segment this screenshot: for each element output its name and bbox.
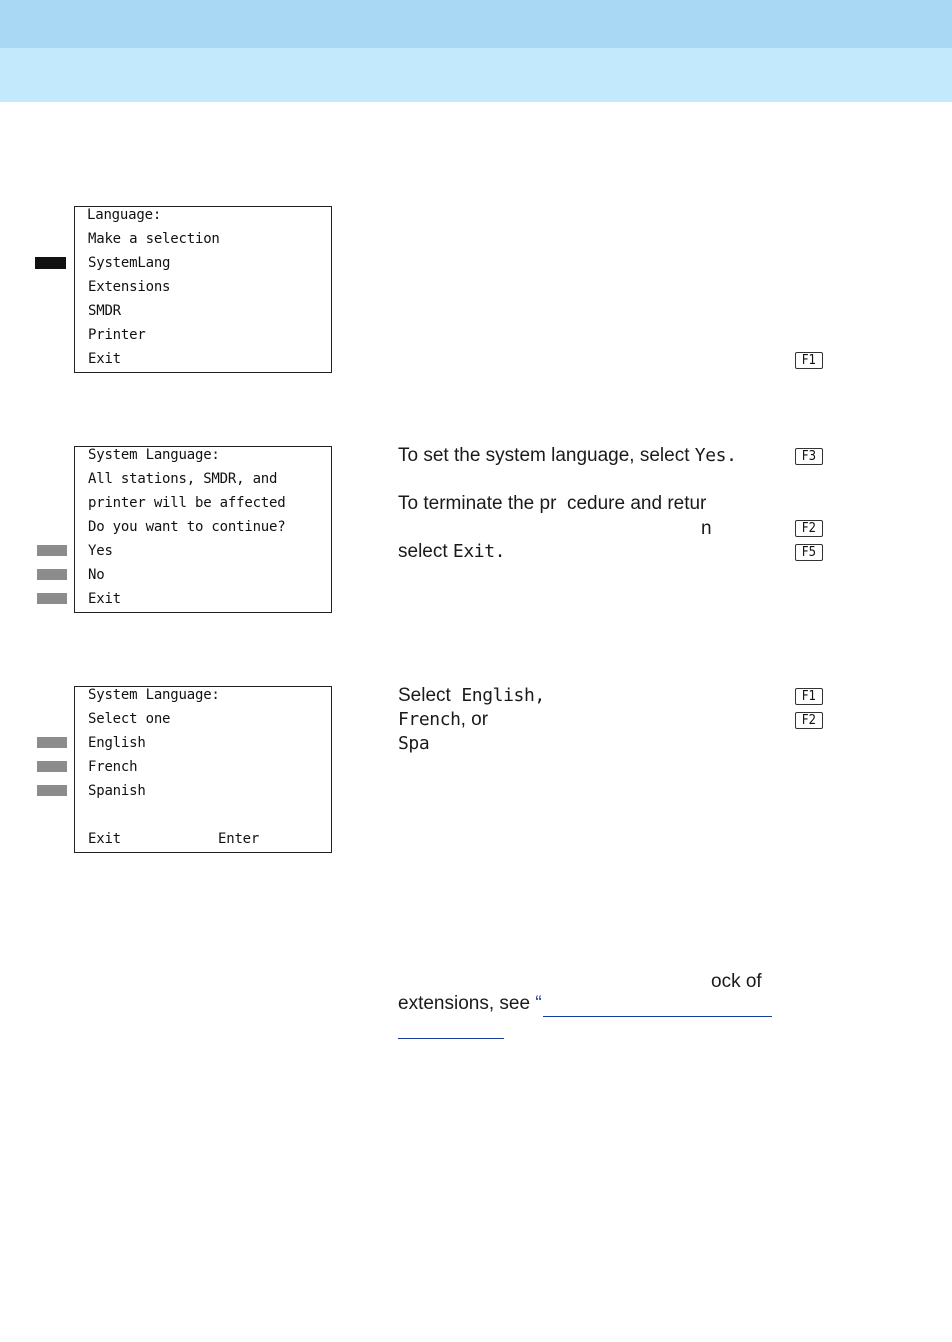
header-band [0,0,952,48]
f2-key: F2 [795,712,823,729]
extensions-reference [398,992,542,1016]
instruction-french [398,708,488,732]
screen-line: Do you want to continue? [88,519,286,535]
option-marker [37,737,67,748]
menu-option-systemlang: SystemLang [88,255,171,271]
extensions-fragment: ock of [711,971,762,992]
instruction-text: select [398,541,453,562]
option-exit-text: Exit. [452,541,506,562]
f1-key: F1 [795,352,823,369]
menu-option-exit: Exit [88,351,121,367]
instruction-text: , or [460,709,489,730]
screen-line: printer will be affected [88,495,286,511]
menu-option-french: French [88,759,138,775]
option-marker [37,761,67,772]
menu-option-exit: Exit [88,831,121,847]
screen-title: Language: [87,207,162,223]
instruction-text: To set the system language, select [398,445,695,466]
menu-option-enter: Enter [218,831,260,847]
option-marker [37,569,67,580]
option-english-text: English, [461,685,545,706]
menu-option-yes: Yes [88,543,113,559]
option-yes-text: Yes. [694,445,737,466]
option-marker [37,593,67,604]
option-marker [37,545,67,556]
language-menu-screen [74,206,332,373]
option-spanish-text: Spa [398,733,430,754]
menu-option-english: English [88,735,146,751]
f3-key: F3 [795,448,823,465]
screen-title: System Language: [88,447,220,463]
instruction-select-exit [398,540,505,564]
instruction-text: extensions, see [398,993,536,1014]
menu-option-no: No [88,567,105,583]
selected-option-marker [35,257,66,269]
screen-title: System Language: [88,687,220,703]
link-underline[interactable] [543,1016,772,1017]
menu-option-exit: Exit [88,591,121,607]
select-language-screen [74,686,332,853]
instruction-select-language [398,684,545,708]
menu-option-printer: Printer [88,327,146,343]
f1-key: F1 [795,688,823,705]
f2-key: F2 [795,520,823,537]
subheader-band [0,48,952,102]
confirm-screen [74,446,332,613]
menu-option-smdr: SMDR [88,303,121,319]
instruction-terminate: To terminate the pr cedure and retur [398,493,707,514]
f5-key: F5 [795,544,823,561]
screen-line: Select one [88,711,171,727]
menu-option-extensions: Extensions [88,279,171,295]
instruction-text: Select [398,685,462,706]
screen-line: Make a selection [88,231,220,247]
instruction-set-language [398,444,737,468]
option-french-text: French [398,709,461,730]
instruction-fragment: n [701,518,712,539]
option-marker [37,785,67,796]
menu-option-spanish: Spanish [88,783,146,799]
screen-line: All stations, SMDR, and [88,471,278,487]
link-underline[interactable] [398,1038,504,1039]
cross-reference-link[interactable]: “ [535,993,542,1014]
